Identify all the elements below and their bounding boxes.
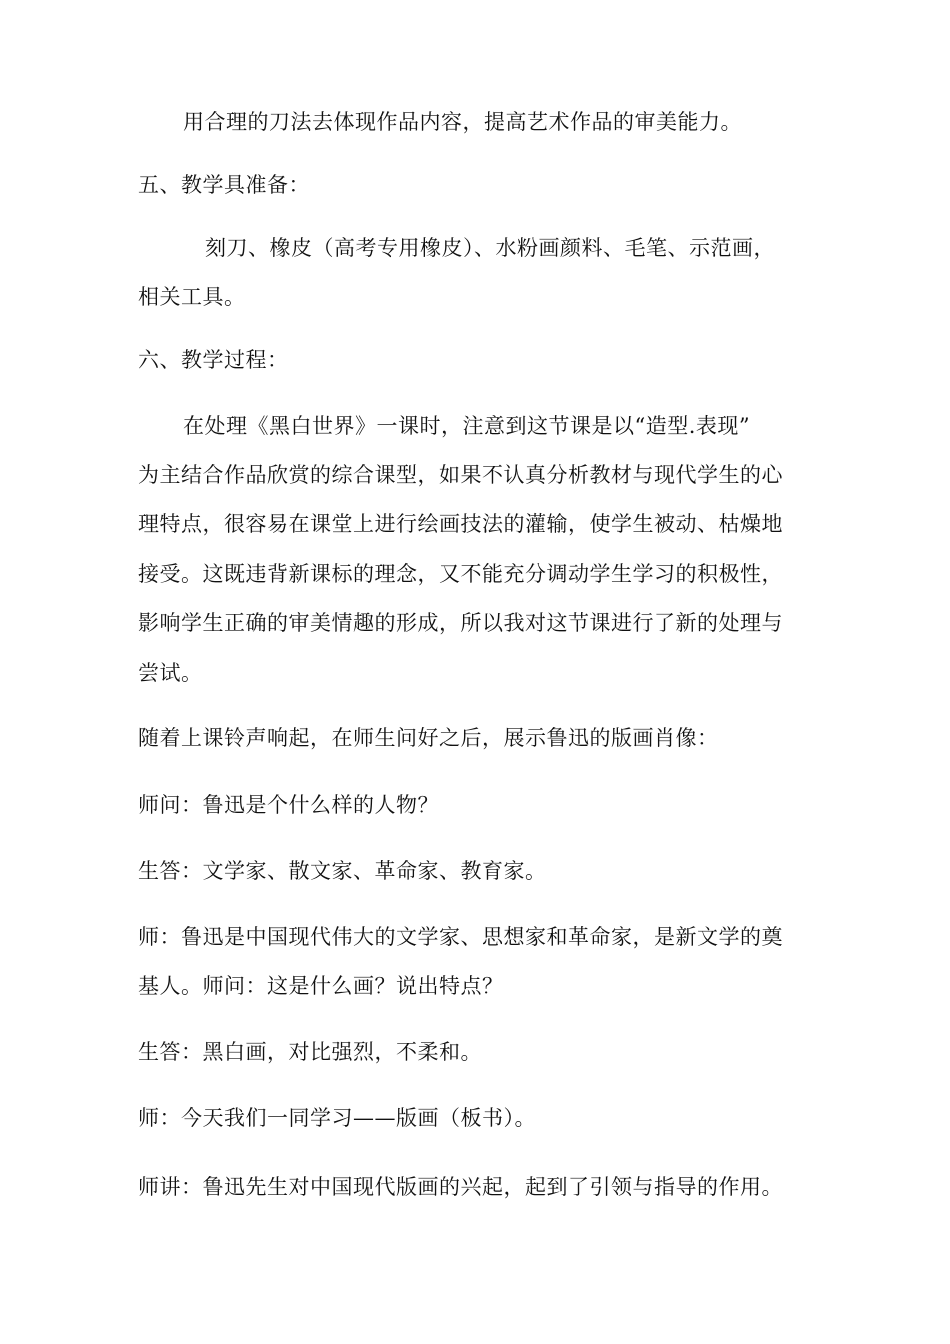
dialogue-line: 生答：黑白画，对比强烈，不柔和。 [138,1040,482,1064]
section-heading: 六、教学过程： [138,348,289,372]
text-line: 相关工具。 [138,285,246,309]
text-line: 影响学生正确的审美情趣的形成，所以我对这节课进行了新的处理与 [138,611,783,635]
text-line: 接受。这既违背新课标的理念，又不能充分调动学生学习的积极性， [138,562,783,586]
dialogue-line: 师：鲁迅是中国现代伟大的文学家、思想家和革命家，是新文学的奠 [138,925,783,949]
dialogue-line: 生答：文学家、散文家、革命家、教育家。 [138,859,547,883]
text-line: 理特点，很容易在课堂上进行绘画技法的灌输，使学生被动、枯燥地 [138,512,783,536]
text-line: 在处理《黑白世界》一课时，注意到这节课是以“造型.表现” [183,414,751,438]
text-line: 刻刀、橡皮（高考专用橡皮）、水粉画颜料、毛笔、示范画， [205,236,775,260]
text-line: 用合理的刀法去体现作品内容，提高艺术作品的审美能力。 [183,110,742,134]
dialogue-line: 师：今天我们一同学习——版画（板书）。 [138,1106,536,1130]
dialogue-line: 基人。师问：这是什么画？说出特点？ [138,974,504,998]
dialogue-line: 师问：鲁迅是个什么样的人物？ [138,793,439,817]
section-heading: 五、教学具准备： [138,173,310,197]
text-line: 随着上课铃声响起，在师生问好之后，展示鲁迅的版画肖像： [138,726,719,750]
text-line: 为主结合作品欣赏的综合课型，如果不认真分析教材与现代学生的心 [138,463,783,487]
text-line: 尝试。 [138,661,203,685]
dialogue-line: 师讲：鲁迅先生对中国现代版画的兴起，起到了引领与指导的作用。 [138,1175,783,1199]
